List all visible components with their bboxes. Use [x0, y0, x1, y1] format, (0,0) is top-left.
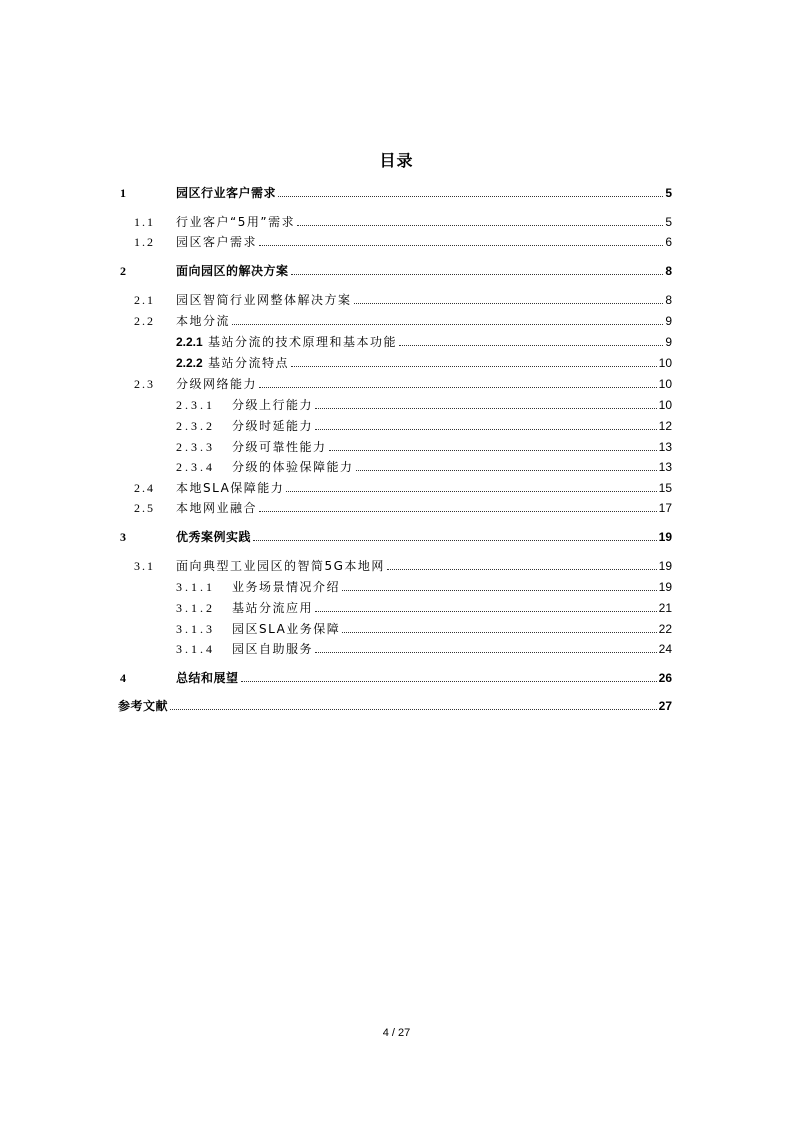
toc-entry[interactable]: [176, 640, 672, 658]
dot-leader: [329, 438, 657, 451]
toc-entry-title: 园区客户需求: [176, 235, 258, 249]
toc-entry[interactable]: [118, 233, 672, 251]
dot-leader: [259, 499, 657, 512]
toc-entry-number: 2.5: [134, 501, 155, 515]
dot-leader: [387, 557, 657, 570]
toc-entry-page: 26: [658, 671, 672, 685]
toc-entry-page: 15: [658, 481, 672, 495]
dot-leader: [342, 620, 656, 633]
toc-entry-number: 3.1: [134, 559, 155, 573]
toc-entry-number: 2.3.3: [176, 440, 215, 454]
toc-entry-page: 13: [658, 440, 672, 454]
toc-entry[interactable]: [118, 669, 672, 687]
toc-entry[interactable]: [118, 184, 672, 202]
dot-leader: [297, 213, 663, 226]
toc-entry[interactable]: [118, 312, 672, 330]
toc-entry-title: 分级上行能力: [232, 398, 314, 412]
toc-entry-number: 4: [120, 671, 126, 685]
toc-entry-title: 园区自助服务: [232, 642, 314, 656]
toc-entry-page: 6: [665, 235, 672, 249]
toc-entry-title: 分级时延能力: [232, 419, 314, 433]
toc-entry-page: 24: [658, 642, 672, 656]
toc-entry-title: 参考文献: [118, 699, 169, 713]
dot-leader: [241, 669, 657, 682]
toc-entry[interactable]: [118, 213, 672, 231]
toc-entry[interactable]: [118, 479, 672, 497]
toc-entry[interactable]: [118, 697, 672, 715]
toc-entry-title: 分级的体验保障能力: [232, 460, 354, 474]
toc-entry-page: 22: [658, 622, 672, 636]
toc-entry-number: 2.3.4: [176, 460, 215, 474]
toc-entry[interactable]: [118, 557, 672, 575]
toc-entry[interactable]: [118, 291, 672, 309]
toc-entry-title: 总结和展望: [176, 671, 239, 685]
toc-entry-number: 1.2: [134, 235, 155, 249]
dot-leader: [170, 697, 657, 710]
page-title: 目录: [379, 151, 414, 170]
toc-entry-title: 分级网络能力: [176, 377, 258, 391]
toc-entry-number: 2.2: [134, 314, 155, 328]
toc-entry-page: 17: [658, 501, 672, 515]
toc-entry[interactable]: [176, 438, 672, 456]
toc-entry[interactable]: [176, 396, 672, 414]
toc-entry-number: 3.1.4: [176, 642, 215, 656]
toc-entry-page: 19: [658, 559, 672, 573]
toc-entry-title: 本地分流: [176, 314, 231, 328]
toc-entry-title: 基站分流特点: [208, 356, 290, 370]
dot-leader: [315, 599, 657, 612]
toc-entry-number: 3.1.3: [176, 622, 215, 636]
toc-entry[interactable]: [176, 333, 672, 351]
toc-entry-page: 13: [658, 460, 672, 474]
toc-entry-number: 2: [120, 264, 126, 278]
dot-leader: [354, 291, 664, 304]
dot-leader: [399, 333, 663, 346]
toc-entry-title: 基站分流的技术原理和基本功能: [208, 335, 398, 349]
toc-entry[interactable]: [118, 375, 672, 393]
toc-entry[interactable]: [118, 528, 672, 546]
toc-entry-page: 9: [665, 335, 672, 349]
toc-entry-title: 园区智简行业网整体解决方案: [176, 293, 352, 307]
dot-leader: [286, 479, 656, 492]
toc-entry-page: 21: [658, 601, 672, 615]
dot-leader: [315, 417, 657, 430]
toc-entry-number: 2.2.2: [176, 356, 203, 370]
toc-entry-title: 优秀案例实践: [176, 530, 252, 544]
toc-entry-page: 19: [658, 530, 672, 544]
toc-entry-page: 10: [658, 377, 672, 391]
toc-entry-title: 业务场景情况介绍: [232, 580, 341, 594]
toc-entry-title: 面向园区的解决方案: [176, 264, 289, 278]
dot-leader: [356, 458, 657, 471]
toc-entry-page: 5: [665, 186, 672, 200]
toc-entry-page: 8: [665, 293, 672, 307]
toc-entry-title: 面向典型工业园区的智简5G本地网: [176, 559, 385, 573]
toc-entry-page: 12: [658, 419, 672, 433]
toc-entry-title: 园区行业客户需求: [176, 186, 277, 200]
dot-leader: [291, 354, 657, 367]
toc-entry[interactable]: [176, 599, 672, 617]
dot-leader: [291, 262, 664, 275]
toc-entry-number: 1.1: [134, 215, 155, 229]
toc-entry[interactable]: [176, 458, 672, 476]
toc-entry[interactable]: [118, 262, 672, 280]
toc-entry-page: 10: [658, 356, 672, 370]
toc-entry[interactable]: [176, 578, 672, 596]
toc-entry-number: 3.1.2: [176, 601, 215, 615]
toc-entry-page: 8: [665, 264, 672, 278]
toc-entry-number: 3: [120, 530, 126, 544]
toc-entry-number: 2.1: [134, 293, 155, 307]
toc-entry-number: 2.2.1: [176, 335, 203, 349]
toc-entry-title: 本地网业融合: [176, 501, 258, 515]
dot-leader: [232, 312, 663, 325]
toc-entry[interactable]: [176, 417, 672, 435]
toc-entry[interactable]: [176, 620, 672, 638]
toc-entry-title: 分级可靠性能力: [232, 440, 327, 454]
toc-entry-number: 2.3.1: [176, 398, 215, 412]
dot-leader: [259, 233, 663, 246]
toc-entry-page: 19: [658, 580, 672, 594]
toc-entry[interactable]: [176, 354, 672, 372]
toc-entry-number: 3.1.1: [176, 580, 215, 594]
toc-entry-page: 9: [665, 314, 672, 328]
dot-leader: [315, 396, 657, 409]
dot-leader: [315, 640, 657, 653]
toc-entry-title: 基站分流应用: [232, 601, 314, 615]
toc-entry-number: 2.4: [134, 481, 155, 495]
dot-leader: [342, 578, 657, 591]
toc-entry-page: 10: [658, 398, 672, 412]
toc-entry-number: 2.3: [134, 377, 155, 391]
dot-leader: [253, 528, 657, 541]
dot-leader: [278, 184, 663, 197]
toc-entry-page: 27: [658, 699, 672, 713]
toc-entry[interactable]: [118, 499, 672, 517]
page-number: 4 / 27: [382, 1027, 411, 1039]
toc-entry-title: 园区SLA业务保障: [232, 622, 341, 636]
toc-entry-title: 行业客户“5用”需求: [176, 215, 296, 229]
toc-entry-number: 1: [120, 186, 126, 200]
toc-entry-page: 5: [665, 215, 672, 229]
toc-entry-number: 2.3.2: [176, 419, 215, 433]
toc-entry-title: 本地SLA保障能力: [176, 481, 285, 495]
dot-leader: [259, 375, 657, 388]
